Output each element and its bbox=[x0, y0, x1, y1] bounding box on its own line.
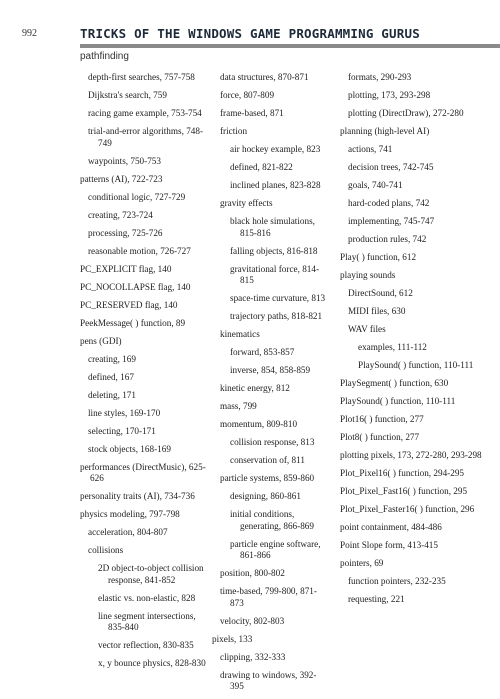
index-entry: PlaySegment( ) function, 630 bbox=[340, 378, 449, 388]
index-entry: pixels, 133 bbox=[212, 633, 253, 644]
index-entry: goals, 740-741 bbox=[348, 180, 403, 190]
index-entry: selecting, 170-171 bbox=[88, 425, 156, 436]
index-entry: initial conditions, generating, 866-869 bbox=[230, 509, 314, 531]
index-entry: gravity effects bbox=[220, 198, 273, 208]
index-entry: frame-based, 871 bbox=[220, 108, 284, 118]
index-entry: implementing, 745-747 bbox=[348, 216, 435, 226]
index-entry: forward, 853-857 bbox=[230, 347, 295, 357]
index-entry: line styles, 169-170 bbox=[88, 407, 161, 418]
index-entry: Point Slope form, 413-415 bbox=[340, 540, 438, 550]
index-entry: 2D object-to-object collision response, 841-852 bbox=[98, 563, 204, 585]
index-column-3 bbox=[340, 72, 500, 612]
index-entry: collision response, 813 bbox=[230, 437, 315, 447]
index-entry: collisions bbox=[88, 545, 124, 555]
index-entry: Plot_Pixel_Faster16( ) function, 296 bbox=[340, 504, 475, 514]
index-entry: kinematics bbox=[220, 329, 260, 339]
index-entry: inclined planes, 823-828 bbox=[230, 180, 321, 190]
index-entry: momentum, 809-810 bbox=[220, 419, 298, 429]
index-entry: data structures, 870-871 bbox=[220, 72, 309, 82]
index-entry: production rules, 742 bbox=[348, 234, 427, 244]
index-entry: defined, 167 bbox=[88, 371, 134, 382]
index-entry: PC_NOCOLLAPSE flag, 140 bbox=[80, 281, 191, 292]
index-entry: plotting, 173, 293-298 bbox=[348, 90, 431, 100]
index-entry: creating, 723-724 bbox=[88, 209, 153, 220]
index-entry: defined, 821-822 bbox=[230, 162, 293, 172]
index-entry: PeekMessage( ) function, 89 bbox=[80, 317, 186, 328]
index-entry: waypoints, 750-753 bbox=[88, 155, 161, 166]
index-entry: designing, 860-861 bbox=[230, 491, 301, 501]
index-entry: velocity, 802-803 bbox=[220, 615, 285, 626]
index-entry: Play( ) function, 612 bbox=[340, 252, 417, 262]
index-entry: particle systems, 859-860 bbox=[220, 473, 315, 483]
index-entry: trial-and-error algorithms, 748-749 bbox=[88, 126, 204, 148]
index-entry: PC_EXPLICIT flag, 140 bbox=[80, 263, 172, 274]
index-entry: PlaySound( ) function, 110-111 bbox=[358, 360, 474, 370]
index-entry: racing game example, 753-754 bbox=[88, 108, 202, 118]
index-entry: Dijkstra's search, 759 bbox=[88, 90, 167, 100]
index-entry: DirectSound, 612 bbox=[348, 288, 413, 298]
index-entry: requesting, 221 bbox=[348, 594, 405, 604]
index-entry: creating, 169 bbox=[88, 353, 136, 364]
index-entry: space-time curvature, 813 bbox=[230, 293, 326, 303]
index-entry: Plot8( ) function, 277 bbox=[340, 432, 420, 442]
index-entry: particle engine software, 861-866 bbox=[230, 538, 321, 560]
index-entry: pointers, 69 bbox=[340, 558, 384, 568]
index-entry: depth-first searches, 757-758 bbox=[88, 72, 195, 82]
index-entry: drawing to windows, 392-395 bbox=[220, 669, 317, 691]
index-column-2 bbox=[212, 72, 327, 699]
index-entry: x, y bounce physics, 828-830 bbox=[98, 658, 206, 668]
index-entry: plotting (DirectDraw), 272-280 bbox=[348, 108, 464, 118]
index-entry: kinetic energy, 812 bbox=[220, 383, 290, 393]
index-entry: reasonable motion, 726-727 bbox=[88, 245, 191, 256]
index-entry: planning (high-level AI) bbox=[340, 126, 430, 136]
index-entry: conservation of, 811 bbox=[230, 455, 305, 465]
index-entry: playing sounds bbox=[340, 270, 396, 280]
header-rule bbox=[80, 44, 500, 48]
index-entry: position, 800-802 bbox=[220, 568, 285, 578]
index-entry: physics modeling, 797-798 bbox=[80, 509, 180, 519]
index-entry: personality traits (AI), 734-736 bbox=[80, 491, 195, 501]
index-entry: WAV files bbox=[348, 324, 386, 334]
page-number: 992 bbox=[22, 28, 37, 39]
index-entry: stock objects, 168-169 bbox=[88, 443, 171, 454]
index-entry: trajectory paths, 818-821 bbox=[230, 311, 323, 321]
index-entry: vector reflection, 830-835 bbox=[98, 640, 194, 650]
index-entry: inverse, 854, 858-859 bbox=[230, 365, 311, 375]
index-entry: examples, 111-112 bbox=[358, 342, 427, 352]
index-entry: force, 807-809 bbox=[220, 90, 275, 100]
index-entry: plotting pixels, 173, 272-280, 293-298 bbox=[340, 450, 482, 460]
index-entry: mass, 799 bbox=[220, 401, 257, 411]
book-title: TRICKS OF THE WINDOWS GAME PROGRAMMING GURUS bbox=[80, 26, 420, 41]
index-entry: PlaySound( ) function, 110-111 bbox=[340, 396, 456, 406]
index-entry: MIDI files, 630 bbox=[348, 306, 406, 316]
index-entry: Plot16( ) function, 277 bbox=[340, 414, 424, 424]
index-entry: pens (GDI) bbox=[80, 335, 122, 346]
index-entry: elastic vs. non-elastic, 828 bbox=[98, 592, 196, 603]
index-entry: function pointers, 232-235 bbox=[348, 576, 446, 586]
index-entry: clipping, 332-333 bbox=[220, 651, 286, 662]
index-column-1 bbox=[80, 72, 210, 676]
index-entry: line segment intersections, 835-840 bbox=[98, 610, 196, 632]
index-entry: performances (DirectMusic), 625-626 bbox=[80, 461, 206, 483]
index-entry: friction bbox=[220, 126, 248, 136]
index-entry: conditional logic, 727-729 bbox=[88, 191, 186, 202]
index-entry: air hockey example, 823 bbox=[230, 144, 321, 154]
index-entry: point containment, 484-486 bbox=[340, 522, 442, 532]
index-entry: gravitational force, 814-815 bbox=[230, 263, 320, 285]
index-entry: decision trees, 742-745 bbox=[348, 162, 434, 172]
index-entry: hard-coded plans, 742 bbox=[348, 198, 430, 208]
index-entry: deleting, 171 bbox=[88, 389, 136, 400]
running-head: pathfinding bbox=[80, 51, 129, 62]
index-entry: Plot_Pixel16( ) function, 294-295 bbox=[340, 468, 465, 478]
index-entry: actions, 741 bbox=[348, 144, 393, 154]
index-entry: processing, 725-726 bbox=[88, 227, 163, 238]
index-entry: Plot_Pixel_Fast16( ) function, 295 bbox=[340, 486, 468, 496]
index-entry: black hole simulations, 815-816 bbox=[230, 216, 315, 238]
index-entry: PC_RESERVED flag, 140 bbox=[80, 299, 178, 310]
index-entry: falling objects, 816-818 bbox=[230, 245, 318, 256]
index-entry: formats, 290-293 bbox=[348, 72, 412, 82]
index-entry: acceleration, 804-807 bbox=[88, 527, 168, 537]
index-entry: patterns (AI), 722-723 bbox=[80, 173, 163, 184]
index-entry: time-based, 799-800, 871-873 bbox=[220, 586, 317, 608]
